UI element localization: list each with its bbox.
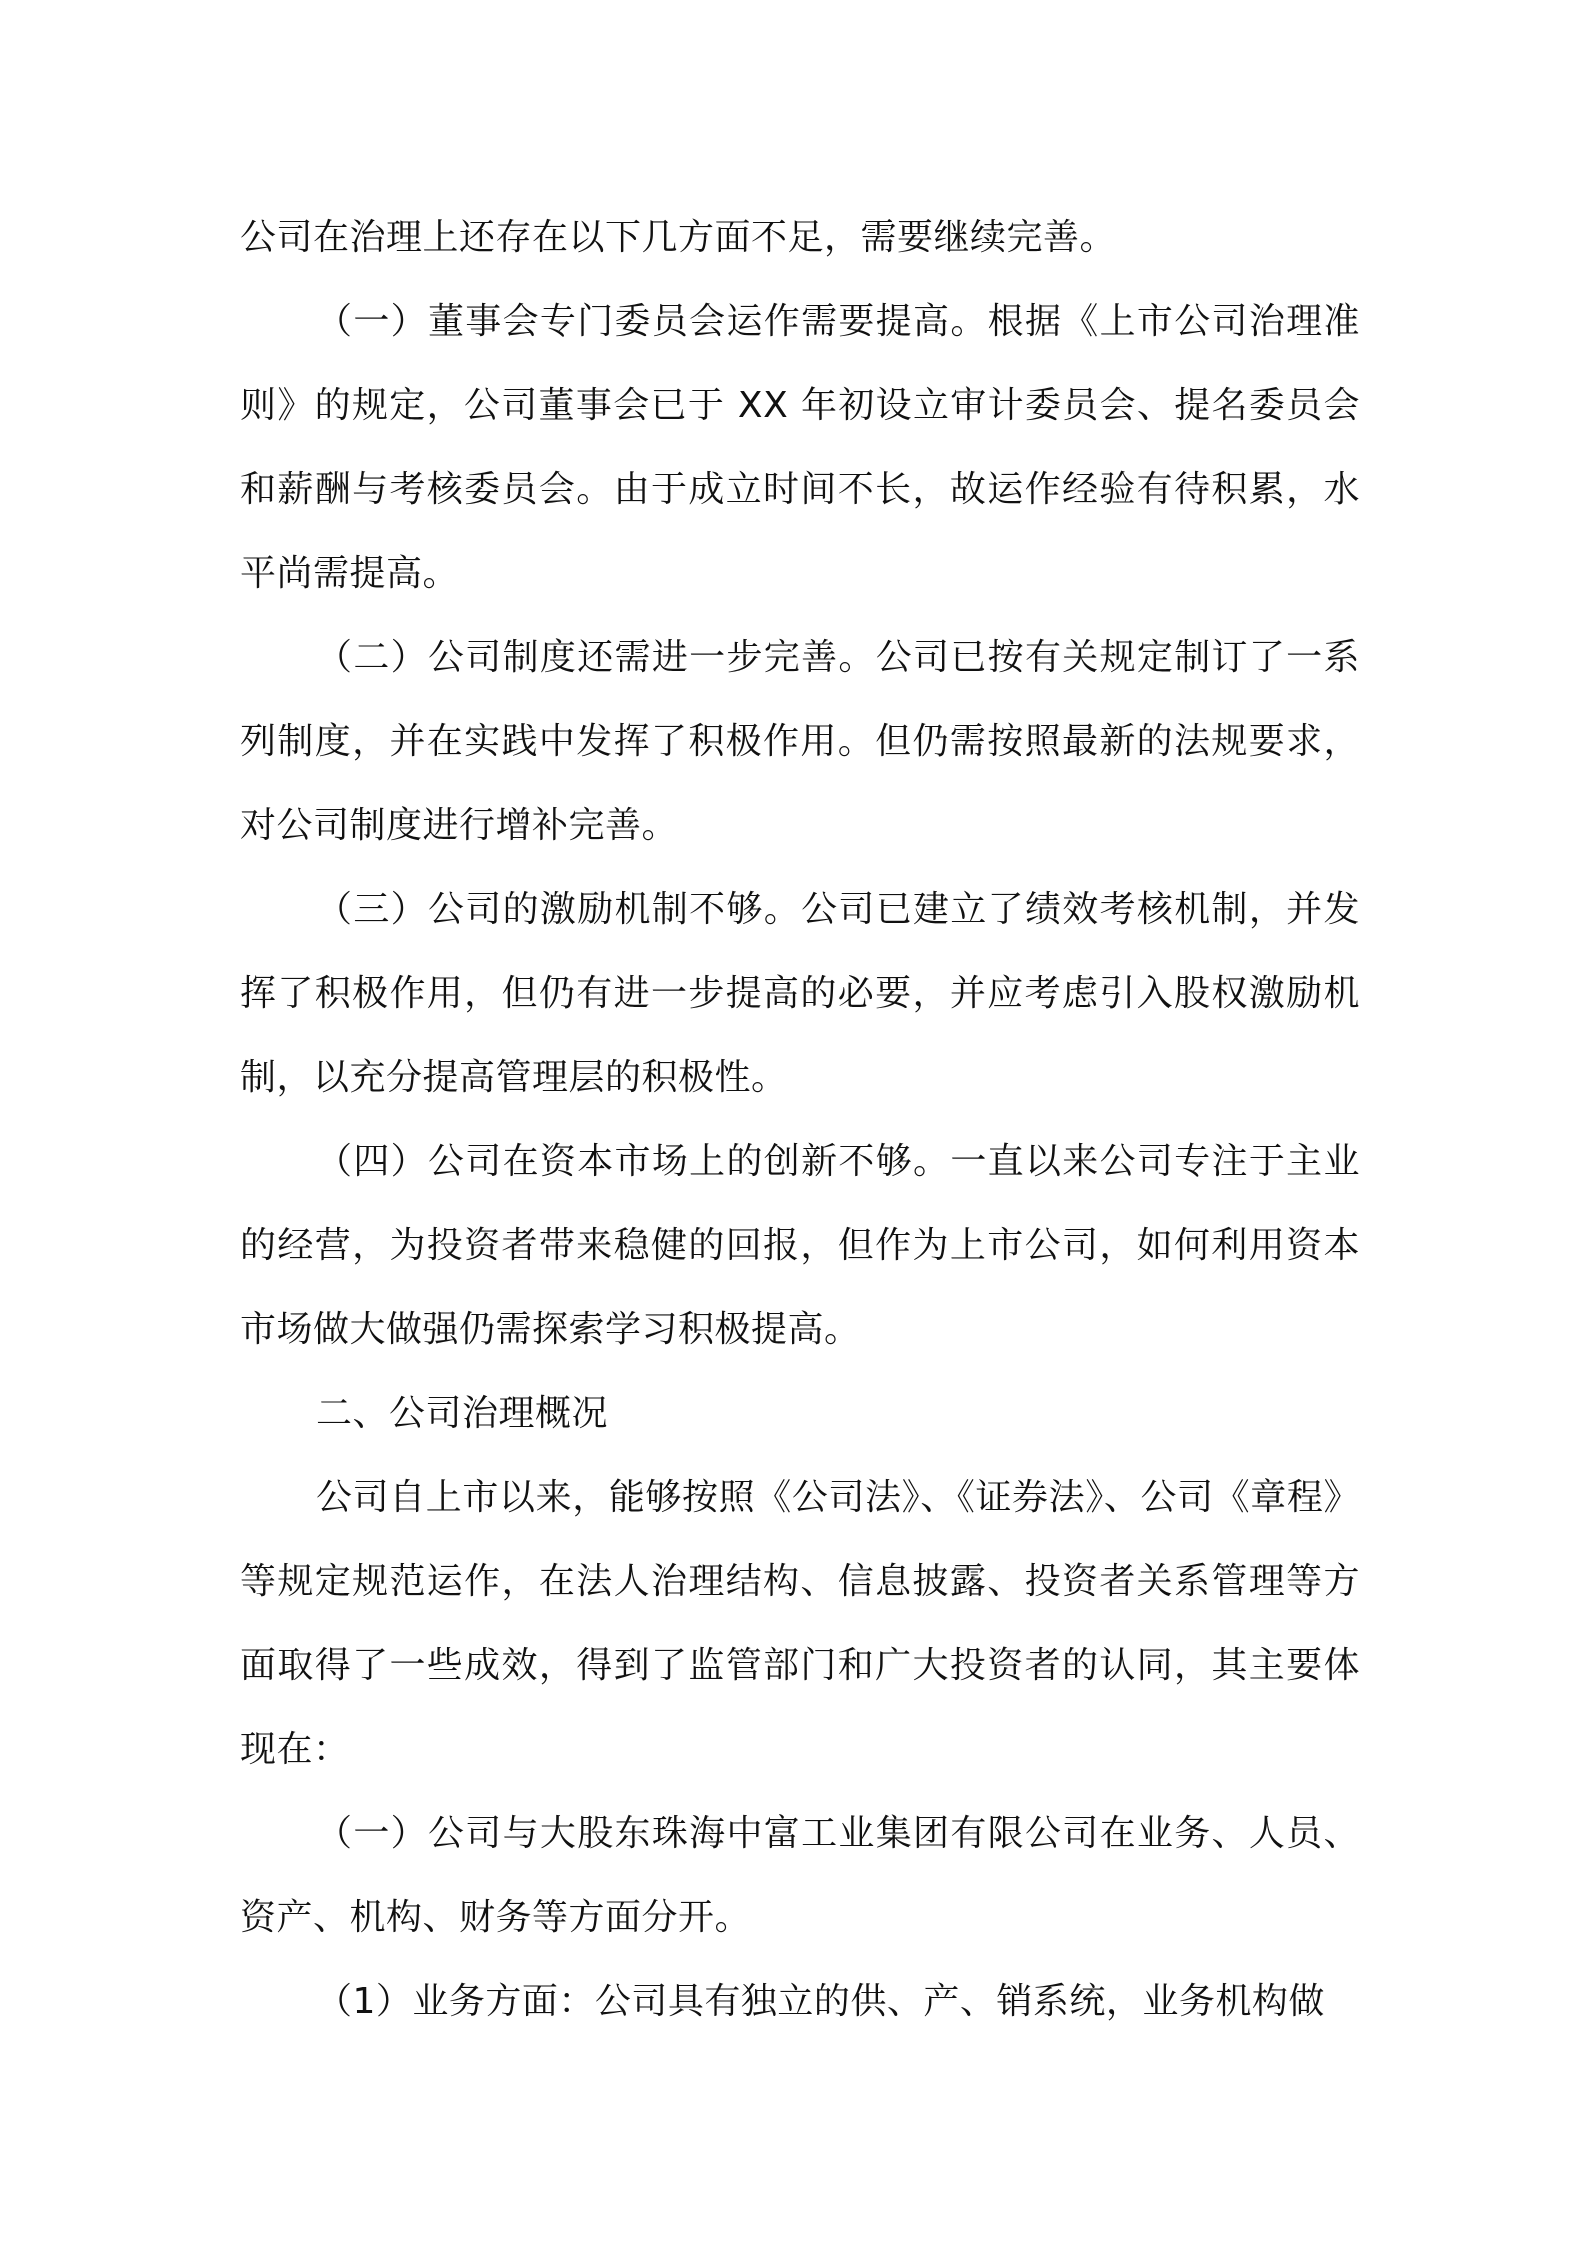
paragraph-business: （1）业务方面：公司具有独立的供、产、销系统，业务机构做 xyxy=(316,1981,1325,2022)
paragraph-item-4: （四）公司在资本市场上的创新不够。一直以来公司专注于主业的经营，为投资者带来稳健的回报，但作为上市公司，如何利用资本市场做大做强仍需探索学习积极提高。 xyxy=(240,1141,1360,1350)
document-body xyxy=(240,196,1360,2044)
paragraph-item-3: （三）公司的激励机制不够。公司已建立了绩效考核机制，并发挥了积极作用，但仍有进一步提高的必要，并应考虑引入股权激励机制，以充分提高管理层的积极性。 xyxy=(240,889,1360,1098)
section-heading: 二、公司治理概况 xyxy=(316,1393,609,1434)
paragraph-overview: 公司自上市以来，能够按照《公司法》、《证券法》、公司《章程》等规定规范运作，在法人治理结构、信息披露、投资者关系管理等方面取得了一些成效，得到了监管部门和广大投资者的认同，其主要体现在： xyxy=(240,1477,1360,1770)
paragraph-intro: 公司在治理上还存在以下几方面不足，需要继续完善。 xyxy=(240,217,1117,258)
paragraph-item-2: （二）公司制度还需进一步完善。公司已按有关规定制订了一系列制度，并在实践中发挥了积极作用。但仍需按照最新的法规要求，对公司制度进行增补完善。 xyxy=(240,637,1360,846)
paragraph-item-1: （一）董事会专门委员会运作需要提高。根据《上市公司治理准则》的规定，公司董事会已于 XX 年初设立审计委员会、提名委员会和薪酬与考核委员会。由于成立时间不长，故运作经验有待积累，水平尚需提高。 xyxy=(240,301,1360,594)
paragraph-subitem-1: （一）公司与大股东珠海中富工业集团有限公司在业务、人员、资产、机构、财务等方面分开。 xyxy=(240,1813,1360,1938)
